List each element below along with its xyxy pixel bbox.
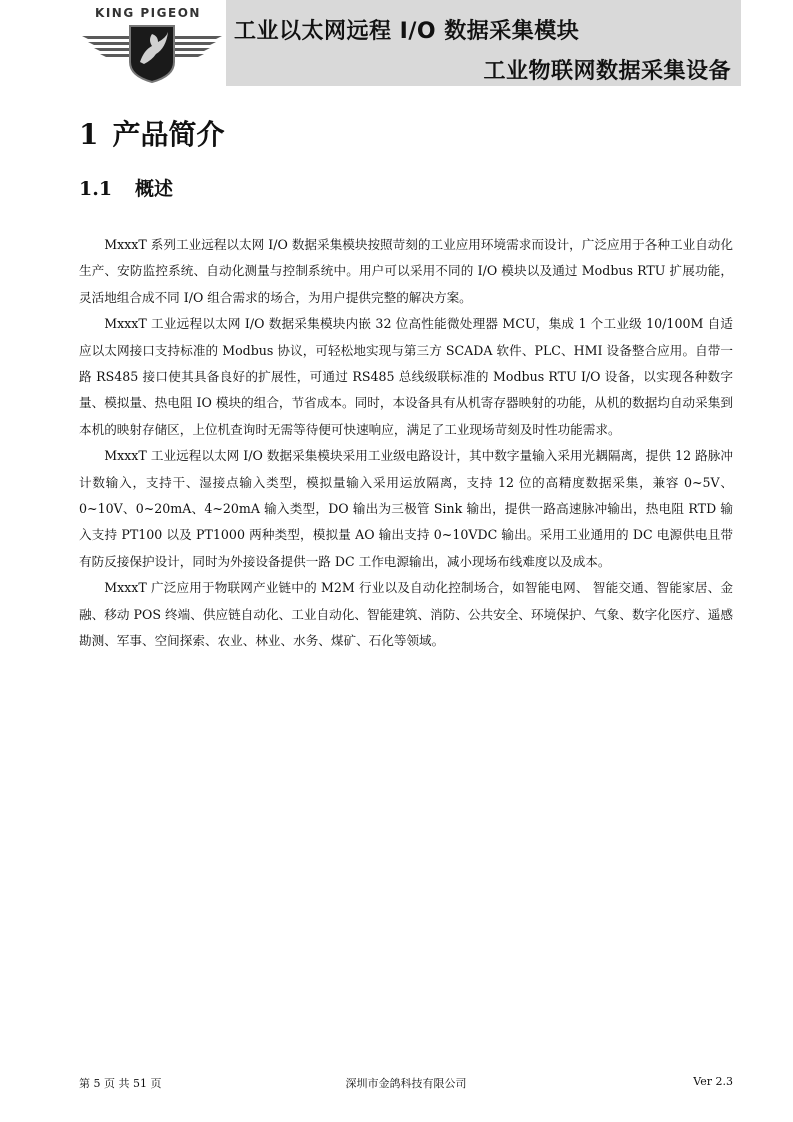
paragraph: MxxxT 工业远程以太网 I/O 数据采集模块内嵌 32 位高性能微处理器 MCU，集成 1 个工业级 10/100M 自适应以太网接口支持标准的 Modbus 协议，可轻松地实现与第三方 SCADA 软件、PLC、HMI 设备整合应用。自带一路 RS485 接口使其具备良好的扩展性，可通过 RS485 总线级联标准的 Modbus RTU I/O 设备，以实现各种数字量、模拟量、热电阻 IO 模块的组合，节省成本。同时，本设备具有从机寄存器映射的功能，从机的数据均自动采集到本机的映射存储区，上位机查询时无需等待便可快速响应，满足了工业现场苛刻及时性功能需求。 (79, 316, 733, 437)
section-number: 1 (79, 118, 99, 151)
subsection-title: 概述 (135, 178, 174, 200)
header-title-line2: 工业物联网数据采集设备 (483, 59, 731, 84)
paragraph: MxxxT 工业远程以太网 I/O 数据采集模块采用工业级电路设计，其中数字量输入采用光耦隔离，提供 12 路脉冲计数输入，支持干、湿接点输入类型，模拟量输入采用运放隔离，支持 12 位的高精度数据采集，兼容 0~5V、0~10V、0~20mA、4~20mA 输入类型，DO 输出为三极管 Sink 输出，提供一路高速脉冲输出，热电阻 RTD 输入支持 PT100 以及 PT1000 两种类型，模拟量 AO 输出支持 0~10VDC 输出。采用工业通用的 DC 电源供电且带有防反接保护设计，同时为外接设备提供一路 DC 工作电源输出，减小现场布线难度以及成本。 (79, 448, 733, 569)
section-heading (79, 113, 225, 153)
page-number: 第 5 页 共 51 页 (79, 1077, 162, 1090)
paragraph: MxxxT 广泛应用于物联网产业链中的 M2M 行业以及自动化控制场合，如智能电网、 智能交通、智能家居、金融、移动 POS 终端、供应链自动化、工业自动化、智能建筑、消防、公共安全、环境保护、气象、数字化医疗、遥感勘测、军事、空间探索、农业、林业、水务、煤矿、石化等领域。 (79, 580, 733, 649)
header-title-line1: 工业以太网远程 I/O 数据采集模块 (234, 19, 580, 44)
subsection-number: 1.1 (79, 178, 113, 200)
page-footer (79, 1075, 733, 1093)
body-text (79, 232, 733, 655)
header-title-band (226, 0, 741, 86)
brand-name: KING PIGEON (95, 6, 201, 20)
section-title: 产品简介 (112, 118, 225, 151)
paragraph: MxxxT 系列工业远程以太网 I/O 数据采集模块按照苛刻的工业应用环境需求而设计，广泛应用于各种工业自动化生产、安防监控系统、自动化测量与控制系统中。用户可以采用不同的 I/O 模块以及通过 Modbus RTU 扩展功能，灵活地组合成不同 I/O 组合需求的场合，为用户提供完整的解决方案。 (79, 237, 733, 305)
page-header (0, 0, 793, 90)
company-name: 深圳市金鸽科技有限公司 (345, 1077, 467, 1090)
subsection-heading (79, 174, 173, 201)
version-label: Ver 2.3 (693, 1075, 733, 1088)
